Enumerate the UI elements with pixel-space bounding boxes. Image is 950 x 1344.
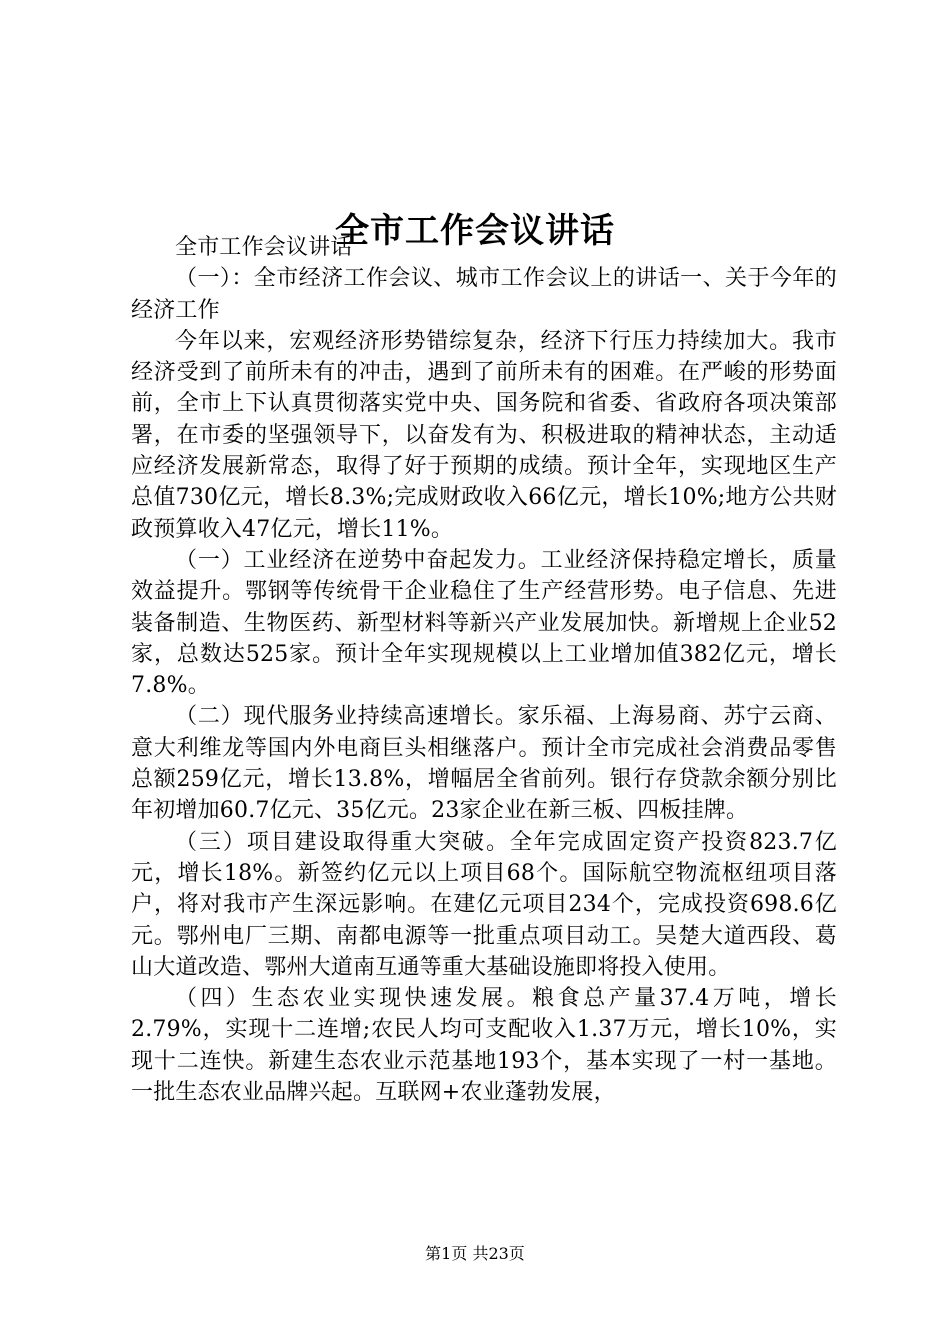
document-title: 全市工作会议讲话 (335, 210, 615, 251)
subtitle-paragraph: 全市工作会议讲话 (175, 235, 353, 260)
body-paragraph: （三）项目建设取得重大突破。全年完成固定资产投资823.7亿元，增长18%。新签约亿元以上项目68个。国际航空物流枢纽项目落户，将对我市产生深远影响。在建亿元项目234个，完成投资698.6亿元。鄂州电厂三期、南都电源等一批重点项目动工。吴楚大道西段、葛山大道改造、鄂州大道南互通等重大基础设施即将投入使用。 (131, 829, 837, 980)
document-body (131, 232, 837, 1108)
body-paragraph: （一）工业经济在逆势中奋起发力。工业经济保持稳定增长，质量效益提升。鄂钢等传统骨干企业稳住了生产经营形势。电子信息、先进装备制造、生物医药、新型材料等新兴产业发展加快。新增规上企业52家，总数达525家。预计全年实现规模以上工业增加值382亿元，增长7.8%。 (131, 547, 837, 699)
body-paragraph: （二）现代服务业持续高速增长。家乐福、上海易商、苏宁云商、意大利维龙等国内外电商巨头相继落户。预计全市完成社会消费品零售总额259亿元，增长13.8%，增幅居全省前列。银行存贷款余额分别比年初增加60.7亿元、35亿元。23家企业在新三板、四板挂牌。 (131, 704, 837, 824)
section-heading-paragraph: （一）：全市经济工作会议、城市工作会议上的讲话一、关于今年的经济工作 (131, 266, 837, 323)
page-number-footer: 第1页 共23页 (425, 1244, 525, 1263)
body-paragraph: 今年以来，宏观经济形势错综复杂，经济下行压力持续加大。我市经济受到了前所未有的冲击，遇到了前所未有的困难。在严峻的形势面前，全市上下认真贯彻落实党中央、国务院和省委、省政府各项决策部署，在市委的坚强领导下，以奋发有为、积极进取的精神状态，主动适应经济发展新常态，取得了好于预期的成绩。预计全年，实现地区生产总值730亿元，增长8.3%;完成财政收入66亿元，增长10%;地方公共财政预算收入47亿元，增长11%。 (131, 328, 837, 542)
body-paragraph: （四）生态农业实现快速发展。粮食总产量37.4万吨，增长2.79%，实现十二连增;农民人均可支配收入1.37万元，增长10%，实现十二连快。新建生态农业示范基地193个，基本实现了一村一基地。一批生态农业品牌兴起。互联网+农业蓬勃发展， (131, 986, 837, 1106)
